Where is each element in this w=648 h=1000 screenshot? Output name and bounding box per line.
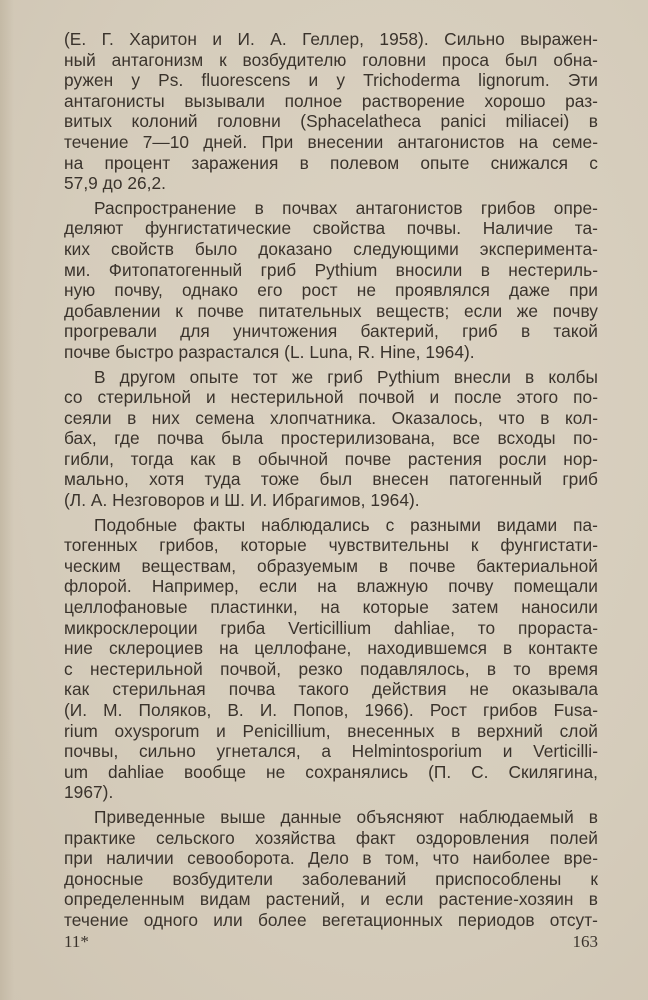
text-line: rium oxysporum и Penicillium, внесенных в верхний слой [64,720,598,741]
text-line: флорой. Например, если на влажную почву помещали [64,576,598,597]
text-line: В другом опыте тот же гриб Pythium внесли в колбы [94,366,598,387]
page-edge-shadow [0,0,14,1000]
text-line: на процент заражения в полевом опыте снижался с [64,152,598,173]
text-line: сеяли в них семена хлопчатника. Оказалось, что в кол- [64,407,598,428]
book-page [64,29,598,931]
text-line: ких свойств было доказано следующими эксперимента- [64,238,598,259]
text-line: ный антагонизм к возбудителю головни проса был обна- [64,49,598,70]
text-line: практике сельского хозяйства факт оздоровления полей [64,827,598,848]
text-line: с нестерильной почвой, резко подавлялось, в то время [64,658,598,679]
text-line: мально, хотя туда тоже был внесен патогенный гриб [64,469,598,490]
text-line: как стерильная почва такого действия не оказывала [64,679,598,700]
text-line: тогенных грибов, которые чувствительны к фунгистати- [64,535,598,556]
text-line: антагонисты вызывали полное растворение хорошо раз- [64,90,598,111]
paragraph-3 [64,367,598,511]
paragraph-5 [64,807,598,931]
text-line: ружен у Ps. fluorescens и у Trichoderma lignorum. Эти [64,70,598,91]
text-line: почвы, сильно угнетался, а Helmintosporium и Verticilli- [64,741,598,762]
text-line: ную почву, однако его рост не проявлялся даже при [64,280,598,301]
text-line: доносные возбудители заболеваний приспособлены к [64,868,598,889]
text-line: Подобные факты наблюдались с разными видами па- [94,514,598,535]
text-line: ние склероциев на целлофане, находившемся в контакте [64,638,598,659]
text-line: ческим веществам, образуемым в почве бактериальной [64,555,598,576]
text-line: при наличии севооборота. Дело в том, что наиболее вре- [64,848,598,869]
text-line: течение одного или более вегетационных периодов отсут- [64,909,598,930]
text-line: микросклероции гриба Verticillium dahliae, то прораста- [64,617,598,638]
text-line: Приведенные выше данные объясняют наблюдаемый в [94,806,598,827]
text-line: почве быстро разрастался (L. Luna, R. Hine, 1964). [64,341,475,362]
text-line: со стерильной и нестерильной почвой и после этого по- [64,387,598,408]
text-line: витых колоний головни (Sphacelatheca panici miliacei) в [64,111,598,132]
text-line: целлофановые пластинки, на которые затем наносили [64,597,598,618]
paragraph-1 [64,29,598,194]
page-number: 163 [572,932,598,951]
text-line: (И. М. Поляков, В. И. Попов, 1966). Рост грибов Fusa- [64,700,598,720]
text-line: (Е. Г. Харитон и И. А. Геллер, 1958). Сильно выражен- [64,29,598,49]
text-line: (Л. А. Незговоров и Ш. И. Ибрагимов, 1964). [64,490,420,511]
text-line: um dahliae вообще не сохранялись (П. С. Скилягина, [64,761,598,782]
paragraph-2 [64,198,598,363]
text-line: течение 7—10 дней. При внесении антагонистов на семе- [64,131,598,152]
text-line: ми. Фитопатогенный гриб Pythium вносили в нестериль- [64,259,598,280]
text-line: прогревали для уничтожения бактерий, гриб в такой [64,321,598,342]
text-line: гибли, тогда как в обычной почве растения росли нор- [64,448,598,469]
text-line: 57,9 до 26,2. [64,173,167,194]
text-line: деляют фунгистатические свойства почвы. Наличие та- [64,218,598,239]
text-line: определенным видам растений, и если растение-хозяин в [64,889,598,910]
signature-mark: 11* [64,932,89,951]
text-line: бах, где почва была простерилизована, все всходы по- [64,428,598,449]
text-line: 1967). [64,782,114,803]
text-line: Распространение в почвах антагонистов грибов опре- [94,197,598,218]
paragraph-4 [64,515,598,803]
text-line: добавлении к почве питательных веществ; если же почву [64,300,598,321]
